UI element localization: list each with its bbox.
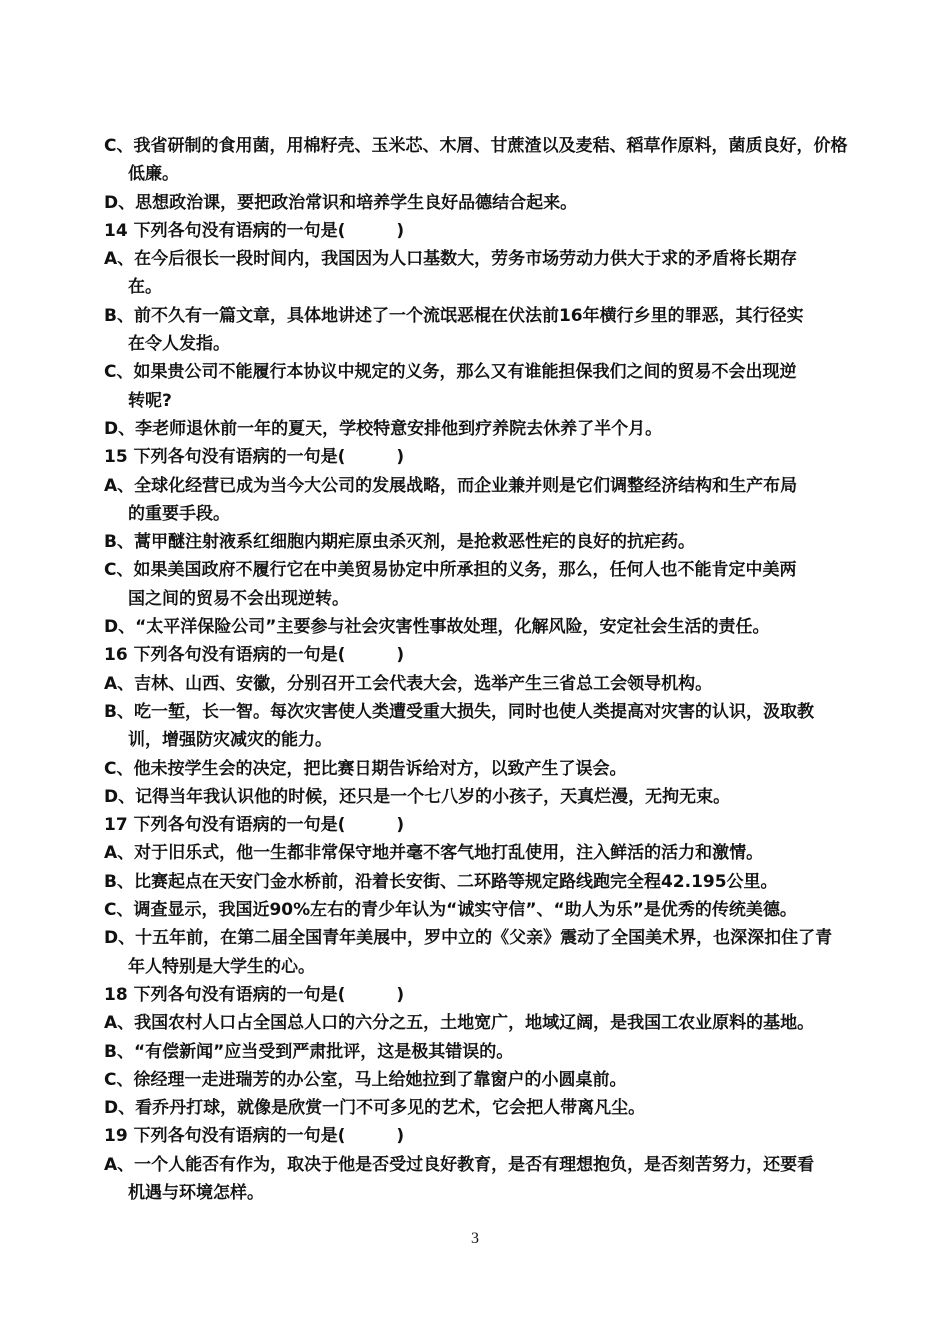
text-line-continuation: 机遇与环境怎样。 bbox=[128, 1182, 264, 1203]
document-body bbox=[104, 132, 874, 1207]
text-line: B、“有偿新闻”应当受到严肃批评，这是极其错误的。 bbox=[104, 1041, 514, 1062]
text-line: 14 下列各句没有语病的一句是( ) bbox=[104, 220, 405, 241]
text-line-continuation: 年人特别是大学生的心。 bbox=[128, 956, 315, 977]
text-line: A、在今后很长一段时间内，我国因为人口基数大，劳务市场劳动力供大于求的矛盾将长期存 bbox=[104, 249, 798, 270]
text-line: A、全球化经营已成为当今大公司的发展战略，而企业兼并则是它们调整经济结构和生产布局 bbox=[104, 475, 798, 496]
text-line-continuation: 的重要手段。 bbox=[128, 503, 230, 524]
text-line: C、徐经理一走进瑞芳的办公室，马上给她拉到了靠窗户的小圆桌前。 bbox=[104, 1069, 627, 1090]
text-line: B、吃一堑，长一智。每次灾害使人类遭受重大损失，同时也使人类提高对灾害的认识，汲取教 bbox=[104, 701, 814, 722]
text-line: 15 下列各句没有语病的一句是( ) bbox=[104, 447, 405, 468]
text-line-continuation: 训，增强防灾减灾的能力。 bbox=[128, 730, 332, 751]
text-line-continuation: 低廉。 bbox=[128, 164, 179, 185]
text-line: 19 下列各句没有语病的一句是( ) bbox=[104, 1126, 405, 1147]
text-line-continuation: 在令人发指。 bbox=[128, 334, 230, 355]
text-line: A、对于旧乐式，他一生都非常保守地并毫不客气地打乱使用，注入鲜活的活力和激情。 bbox=[104, 843, 764, 864]
text-line: D、李老师退休前一年的夏天，学校特意安排他到疗养院去休养了半个月。 bbox=[104, 418, 663, 439]
text-line: C、调查显示，我国近90%左右的青少年认为“诚实守信”、“助人为乐”是优秀的传统美德。 bbox=[104, 900, 797, 921]
text-line: B、前不久有一篇文章，具体地讲述了一个流氓恶棍在伏法前16年横行乡里的罪恶，其行径实 bbox=[104, 305, 804, 326]
text-line: B、蒿甲醚注射液系红细胞内期疟原虫杀灭剂，是抢救恶性疟的良好的抗疟药。 bbox=[104, 532, 695, 553]
text-line: D、思想政治课，要把政治常识和培养学生良好品德结合起来。 bbox=[104, 192, 578, 213]
text-line: C、如果美国政府不履行它在中美贸易协定中所承担的义务，那么，任何人也不能肯定中美两 bbox=[104, 560, 797, 581]
text-line: C、如果贵公司不能履行本协议中规定的义务，那么又有谁能担保我们之间的贸易不会出现逆 bbox=[104, 362, 797, 383]
text-line-continuation: 国之间的贸易不会出现逆转。 bbox=[128, 588, 349, 609]
text-line-continuation: 在。 bbox=[128, 277, 162, 298]
text-line: D、“太平洋保险公司”主要参与社会灾害性事故处理，化解风险，安定社会生活的责任。 bbox=[104, 617, 770, 638]
text-line: D、看乔丹打球，就像是欣赏一门不可多见的艺术，它会把人带离凡尘。 bbox=[104, 1098, 646, 1119]
text-line: C、我省研制的食用菌，用棉籽壳、玉米芯、木屑、甘蔗渣以及麦秸、稻草作原料，菌质良好，价格 bbox=[104, 136, 848, 156]
text-line: 17 下列各句没有语病的一句是( ) bbox=[104, 815, 405, 836]
text-line: A、一个人能否有作为，取决于他是否受过良好教育，是否有理想抱负，是否刻苦努力，还要看 bbox=[104, 1154, 815, 1175]
text-line: A、我国农村人口占全国总人口的六分之五，土地宽广，地域辽阔，是我国工农业原料的基地。 bbox=[104, 1013, 815, 1034]
text-line: 16 下列各句没有语病的一句是( ) bbox=[104, 645, 405, 666]
text-line: 18 下列各句没有语病的一句是( ) bbox=[104, 984, 405, 1005]
text-line-continuation: 转呢? bbox=[128, 390, 172, 411]
text-line: A、吉林、山西、安徽，分别召开工会代表大会，选举产生三省总工会领导机构。 bbox=[104, 673, 713, 694]
page-number: 3 bbox=[471, 1230, 479, 1247]
text-line: D、记得当年我认识他的时候，还只是一个七八岁的小孩子，天真烂漫，无拘无束。 bbox=[104, 786, 731, 807]
text-line: C、他未按学生会的决定，把比赛日期告诉给对方，以致产生了误会。 bbox=[104, 758, 627, 779]
text-line: B、比赛起点在天安门金水桥前，沿着长安街、二环路等规定路线跑完全程42.195公里。 bbox=[104, 871, 778, 892]
text-line: D、十五年前，在第二届全国青年美展中，罗中立的《父亲》震动了全国美术界，也深深扣住了青 bbox=[104, 928, 833, 949]
